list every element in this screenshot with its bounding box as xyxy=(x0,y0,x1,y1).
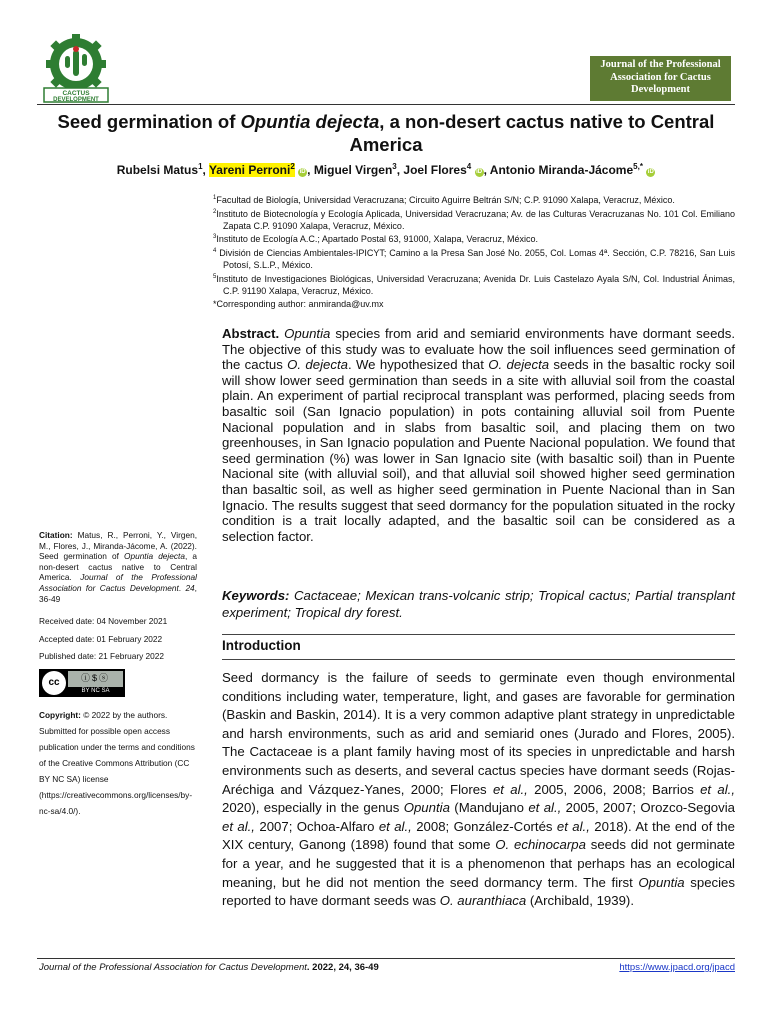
svg-text:DEVELOPMENT: DEVELOPMENT xyxy=(53,97,99,103)
citation: Citation: Matus, R., Perroni, Y., Virgen, M., Flores, J., Miranda-Jácome, A. (2022). Seed germination of Opuntia dejecta, a non-desert cactus native to Central America. Journal of the Professional Association for Cactus Development. 24, 36-49 xyxy=(39,530,197,604)
corresponding-author: *Corresponding author: anmiranda@uv.mx xyxy=(213,299,384,310)
journal-name-line: Journal of the Professional xyxy=(600,59,721,70)
cc-license-badge[interactable] xyxy=(39,669,125,697)
cactus-gear-icon xyxy=(36,32,116,104)
svg-text:CACTUS: CACTUS xyxy=(62,90,90,97)
paper-title: Seed germination of Opuntia dejecta, a non-desert cactus native to Central America xyxy=(57,111,715,155)
introduction-paragraph: Seed dormancy is the failure of seeds to germinate even though environmental conditions including water, temperature, light, and gases are favorable for germination (Baskin and Baskin, 2014). It is a very common adaptive plant strategy in unpredictable and harsh environments, such as arid and semiarid ones (Jurado and Flores, 2005). The Cactaceae is a plant family having most of its species in unpredictable and harsh environments such as deserts, and several cactus species have dormant seeds (Rojas-Aréchiga and Vázquez-Yanes, 2000; Flores et al., 2005, 2006, 2008; Barrios et al., 2020), especially in the genus Opuntia (Mandujano et al., 2005, 2007; Orozco-Segovia et al., 2007; Ochoa-Alfaro et al., 2008; González-Cortés et al., 2018). At the end of the XIX century, Ganong (1898) found that some O. echinocarpa seeds did not germinate for a year, and he suggested that it is a phenomenon that perhaps has an ecological meaning, but he did not mention the seed dormancy term. The first Opuntia species reported to have dormant seeds was O. auranthiaca (Archibald, 1939). xyxy=(222,670,735,909)
sidebar xyxy=(39,530,197,819)
accepted-date: Accepted date: 01 February 2022 xyxy=(39,633,163,644)
abstract: Abstract. Opuntia species from arid and semiarid environments have dormant seeds. The objective of this study was to evaluate how the soil influences seed germination of the cactus O. dejecta. We hypothesized that O. dejecta seeds in the basaltic rocky soil will show lower seed germination than seeds in a site with alluvial soil from the coastal plain. An experiment of partial reciprocal transplant was performed, placing seeds from basaltic soil (San Ignacio population) in pots containing alluvial soil from Puente Nacional population and in slabs from basaltic soil, and placing them on two greenhouses, in San Ignacio population and Puente Nacional population. We found that seed germination (%) was lower in San Ignacio site (with basaltic soil) than in Puente Nacional site (with alluvial soil), and that alluvial soil showed higher seed germination than basaltic soil, as well as higher seed germination in Puente Nacional than in San Ignacio. The results suggest that seed dormancy for the population situated in the rocky condition is a trait locally adapted, and the basaltic soil can be considered as a selection factor. xyxy=(222,326,735,544)
author-list: Rubelsi Matus$^1$, Yareni Perroni$^2$ iD , Miguel Virgen$^3$, Joel Flores$^4$ iD , Antonio Miranda-Jácome$^{5,*}$ iD xyxy=(116,162,654,177)
cc-icon: cc xyxy=(42,671,66,695)
affiliation-item: $^1$Facultad de Biología, Universidad Veracruzana; Circuito Aguirre Beltrán S/N; C.P. 91090 Xalapa, Veracruz, México. xyxy=(213,195,675,205)
section-heading: Introduction xyxy=(222,638,301,653)
footer-divider xyxy=(37,958,735,959)
affiliations xyxy=(213,193,735,311)
affiliation-item: $^4$ División de Ciencias Ambientales-IPICYT; Camino a la Presa San José No. 2055, Col. Lomas 4ª. Sección, C.P. 78216, San Luis Potosí, S.L.P., México. xyxy=(213,248,735,270)
orcid-icon[interactable]: iD xyxy=(647,169,654,175)
author-name: Rubelsi Matus xyxy=(116,163,199,177)
section-divider xyxy=(222,659,735,660)
article-dates xyxy=(39,616,197,662)
affiliation-item: $^3$Instituto de Ecología A.C.; Apartado Postal 63, 91000, Xalapa, Veracruz, México. xyxy=(213,234,539,245)
author-name: Joel Flores xyxy=(403,163,467,177)
affiliation-item: $^5$Instituto de Investigaciones Biológicas, Universidad Veracruzana; Avenida Dr. Luis Castelazo Ayala S/N, Col. Industrial Ánimas, C.P. 91190 Xalapa, Veracruz, México. xyxy=(213,273,735,296)
header-divider xyxy=(37,104,735,105)
author-name: Yareni Perroni xyxy=(208,163,291,177)
cc-by-nc-sa-icons: ⓘ$ⓢ xyxy=(80,672,110,683)
author-name: Antonio Miranda-Jácome xyxy=(489,163,634,177)
keywords: Keywords: Cactaceae; Mexican trans-volcanic strip; Tropical cactus; Partial transplant experiment; Tropical dry forest. xyxy=(222,588,735,620)
copyright-notice: Copyright: © 2022 by the authors. Submitted for possible open access publication under the terms and conditions of the Creative Commons Attribution (CC BY NC SA) license (https://creativecommons.org/licenses/by-nc-sa/4.0/). xyxy=(39,709,195,816)
orcid-icon[interactable]: iD xyxy=(299,169,306,175)
author-name: Miguel Virgen xyxy=(313,163,393,177)
footer-journal-link[interactable]: https://www.jpacd.org/jpacd xyxy=(619,962,735,973)
affiliation-item: $^2$Instituto de Biotecnología y Ecología Aplicada, Universidad Veracruzana; Av. de las Culturas Veracruzanas No. 101 Col. Emiliano Zapata C.P. 91090 Xalapa, Veracruz, México. xyxy=(213,208,735,231)
footer-journal-citation: Journal of the Professional Association for Cactus Development. 2022, 24, 36-49 xyxy=(39,962,379,973)
journal-name-line: Development xyxy=(631,84,690,95)
orcid-icon[interactable]: iD xyxy=(476,169,483,175)
section-divider xyxy=(222,634,735,635)
journal-name-box xyxy=(590,56,731,101)
received-date: Received date: 04 November 2021 xyxy=(39,616,168,627)
journal-name-line: Association for Cactus xyxy=(610,71,711,83)
cc-license-label: BY NC SA xyxy=(68,687,123,695)
published-date: Published date: 21 February 2022 xyxy=(39,651,165,662)
journal-logo xyxy=(36,32,116,104)
